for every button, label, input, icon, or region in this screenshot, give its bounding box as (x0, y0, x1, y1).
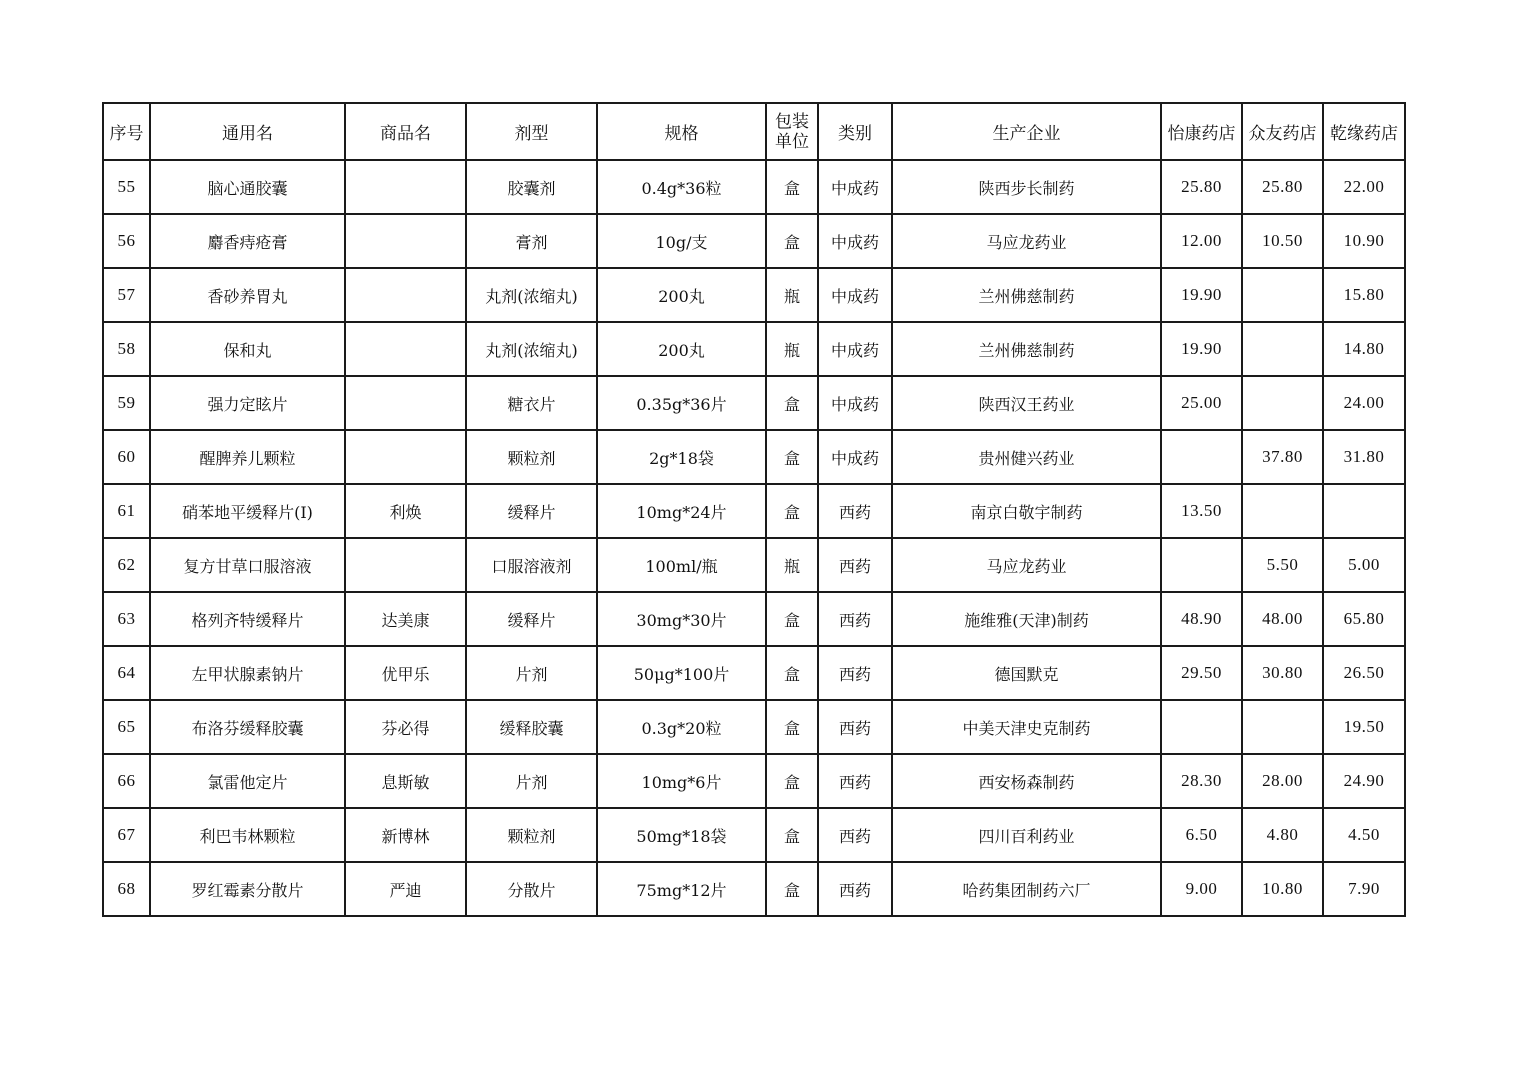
cell-category: 中成药 (818, 430, 892, 484)
cell-price-yikang: 19.90 (1161, 322, 1242, 376)
cell-pack-unit: 瓶 (766, 538, 818, 592)
table-row (103, 214, 1405, 268)
cell-brand-name: 息斯敏 (345, 754, 466, 808)
cell-price-zhongyou: 10.50 (1242, 214, 1323, 268)
cell-price-yikang: 6.50 (1161, 808, 1242, 862)
cell-price-zhongyou: 25.80 (1242, 160, 1323, 214)
cell-spec: 100ml/瓶 (597, 538, 766, 592)
cell-seq: 56 (103, 214, 150, 268)
cell-generic-name: 醒脾养儿颗粒 (150, 430, 345, 484)
cell-generic-name: 强力定眩片 (150, 376, 345, 430)
header-row (103, 103, 1405, 160)
cell-price-zhongyou: 28.00 (1242, 754, 1323, 808)
cell-price-qianyuan: 22.00 (1323, 160, 1405, 214)
cell-category: 中成药 (818, 214, 892, 268)
cell-dosage-form: 片剂 (466, 754, 597, 808)
cell-seq: 55 (103, 160, 150, 214)
table-row (103, 862, 1405, 916)
cell-brand-name: 严迪 (345, 862, 466, 916)
table-row (103, 646, 1405, 700)
header-spec: 规格 (597, 103, 766, 160)
cell-brand-name (345, 160, 466, 214)
cell-manufacturer: 四川百利药业 (892, 808, 1161, 862)
cell-price-zhongyou: 48.00 (1242, 592, 1323, 646)
cell-category: 中成药 (818, 376, 892, 430)
cell-manufacturer: 马应龙药业 (892, 214, 1161, 268)
cell-seq: 65 (103, 700, 150, 754)
cell-pack-unit: 瓶 (766, 268, 818, 322)
cell-category: 中成药 (818, 322, 892, 376)
cell-manufacturer: 西安杨森制药 (892, 754, 1161, 808)
cell-spec: 30mg*30片 (597, 592, 766, 646)
cell-spec: 0.3g*20粒 (597, 700, 766, 754)
cell-price-qianyuan: 19.50 (1323, 700, 1405, 754)
cell-manufacturer: 兰州佛慈制药 (892, 322, 1161, 376)
cell-price-zhongyou (1242, 484, 1323, 538)
cell-seq: 57 (103, 268, 150, 322)
cell-price-yikang (1161, 538, 1242, 592)
table-row (103, 322, 1405, 376)
cell-generic-name: 复方甘草口服溶液 (150, 538, 345, 592)
cell-spec: 200丸 (597, 322, 766, 376)
cell-manufacturer: 陕西步长制药 (892, 160, 1161, 214)
cell-manufacturer: 陕西汉王药业 (892, 376, 1161, 430)
cell-price-zhongyou: 4.80 (1242, 808, 1323, 862)
cell-generic-name: 氯雷他定片 (150, 754, 345, 808)
cell-price-yikang: 12.00 (1161, 214, 1242, 268)
cell-dosage-form: 丸剂(浓缩丸) (466, 322, 597, 376)
cell-manufacturer: 施维雅(天津)制药 (892, 592, 1161, 646)
cell-brand-name: 芬必得 (345, 700, 466, 754)
cell-dosage-form: 片剂 (466, 646, 597, 700)
cell-dosage-form: 缓释胶囊 (466, 700, 597, 754)
table-row (103, 754, 1405, 808)
cell-seq: 58 (103, 322, 150, 376)
cell-spec: 2g*18袋 (597, 430, 766, 484)
header-store-zhongyou: 众友药店 (1242, 103, 1323, 160)
cell-manufacturer: 马应龙药业 (892, 538, 1161, 592)
header-store-yikang: 怡康药店 (1161, 103, 1242, 160)
cell-brand-name (345, 214, 466, 268)
cell-generic-name: 脑心通胶囊 (150, 160, 345, 214)
cell-dosage-form: 胶囊剂 (466, 160, 597, 214)
cell-pack-unit: 盒 (766, 160, 818, 214)
cell-price-yikang: 25.80 (1161, 160, 1242, 214)
cell-spec: 200丸 (597, 268, 766, 322)
cell-manufacturer: 贵州健兴药业 (892, 430, 1161, 484)
cell-category: 西药 (818, 538, 892, 592)
cell-spec: 10mg*24片 (597, 484, 766, 538)
table-row (103, 808, 1405, 862)
cell-price-zhongyou: 30.80 (1242, 646, 1323, 700)
table-row (103, 430, 1405, 484)
cell-pack-unit: 盒 (766, 376, 818, 430)
cell-category: 西药 (818, 484, 892, 538)
cell-dosage-form: 口服溶液剂 (466, 538, 597, 592)
cell-price-zhongyou: 5.50 (1242, 538, 1323, 592)
cell-pack-unit: 盒 (766, 430, 818, 484)
cell-price-zhongyou: 10.80 (1242, 862, 1323, 916)
cell-brand-name: 优甲乐 (345, 646, 466, 700)
cell-price-yikang: 25.00 (1161, 376, 1242, 430)
cell-price-zhongyou (1242, 322, 1323, 376)
header-manufacturer: 生产企业 (892, 103, 1161, 160)
table-row (103, 268, 1405, 322)
cell-brand-name (345, 268, 466, 322)
cell-spec: 50μg*100片 (597, 646, 766, 700)
cell-brand-name (345, 322, 466, 376)
cell-seq: 67 (103, 808, 150, 862)
cell-dosage-form: 膏剂 (466, 214, 597, 268)
cell-spec: 10g/支 (597, 214, 766, 268)
cell-brand-name (345, 538, 466, 592)
table-body (103, 160, 1405, 916)
cell-dosage-form: 丸剂(浓缩丸) (466, 268, 597, 322)
cell-dosage-form: 糖衣片 (466, 376, 597, 430)
cell-dosage-form: 颗粒剂 (466, 430, 597, 484)
table-row (103, 484, 1405, 538)
cell-category: 中成药 (818, 160, 892, 214)
cell-price-yikang (1161, 430, 1242, 484)
cell-category: 西药 (818, 808, 892, 862)
cell-price-qianyuan: 14.80 (1323, 322, 1405, 376)
cell-price-yikang: 19.90 (1161, 268, 1242, 322)
cell-pack-unit: 盒 (766, 646, 818, 700)
cell-price-qianyuan: 31.80 (1323, 430, 1405, 484)
cell-generic-name: 保和丸 (150, 322, 345, 376)
cell-price-qianyuan: 15.80 (1323, 268, 1405, 322)
cell-seq: 66 (103, 754, 150, 808)
table-row (103, 160, 1405, 214)
cell-price-zhongyou: 37.80 (1242, 430, 1323, 484)
cell-manufacturer: 南京白敬宇制药 (892, 484, 1161, 538)
cell-price-yikang: 28.30 (1161, 754, 1242, 808)
cell-category: 西药 (818, 754, 892, 808)
cell-brand-name (345, 430, 466, 484)
table-row (103, 700, 1405, 754)
cell-generic-name: 左甲状腺素钠片 (150, 646, 345, 700)
header-dosage-form: 剂型 (466, 103, 597, 160)
cell-spec: 0.35g*36片 (597, 376, 766, 430)
cell-price-yikang: 29.50 (1161, 646, 1242, 700)
cell-spec: 50mg*18袋 (597, 808, 766, 862)
cell-generic-name: 香砂养胃丸 (150, 268, 345, 322)
header-seq: 序号 (103, 103, 150, 160)
cell-category: 中成药 (818, 268, 892, 322)
cell-category: 西药 (818, 592, 892, 646)
cell-pack-unit: 盒 (766, 808, 818, 862)
cell-price-zhongyou (1242, 268, 1323, 322)
cell-price-qianyuan: 10.90 (1323, 214, 1405, 268)
cell-brand-name: 利焕 (345, 484, 466, 538)
cell-spec: 75mg*12片 (597, 862, 766, 916)
header-brand-name: 商品名 (345, 103, 466, 160)
cell-seq: 62 (103, 538, 150, 592)
cell-price-qianyuan: 26.50 (1323, 646, 1405, 700)
cell-generic-name: 罗红霉素分散片 (150, 862, 345, 916)
cell-generic-name: 利巴韦林颗粒 (150, 808, 345, 862)
cell-generic-name: 布洛芬缓释胶囊 (150, 700, 345, 754)
cell-brand-name: 新博林 (345, 808, 466, 862)
cell-price-zhongyou (1242, 700, 1323, 754)
cell-price-yikang: 13.50 (1161, 484, 1242, 538)
header-store-qianyuan: 乾缘药店 (1323, 103, 1405, 160)
cell-category: 西药 (818, 700, 892, 754)
cell-price-qianyuan: 24.90 (1323, 754, 1405, 808)
cell-price-qianyuan (1323, 484, 1405, 538)
cell-price-qianyuan: 65.80 (1323, 592, 1405, 646)
cell-pack-unit: 盒 (766, 214, 818, 268)
cell-price-qianyuan: 24.00 (1323, 376, 1405, 430)
cell-manufacturer: 中美天津史克制药 (892, 700, 1161, 754)
cell-dosage-form: 缓释片 (466, 592, 597, 646)
cell-category: 西药 (818, 646, 892, 700)
cell-manufacturer: 兰州佛慈制药 (892, 268, 1161, 322)
drug-price-table (102, 102, 1406, 917)
cell-price-qianyuan: 4.50 (1323, 808, 1405, 862)
cell-pack-unit: 盒 (766, 754, 818, 808)
cell-price-zhongyou (1242, 376, 1323, 430)
cell-seq: 60 (103, 430, 150, 484)
header-generic-name: 通用名 (150, 103, 345, 160)
cell-pack-unit: 盒 (766, 700, 818, 754)
cell-price-qianyuan: 5.00 (1323, 538, 1405, 592)
cell-seq: 68 (103, 862, 150, 916)
cell-seq: 63 (103, 592, 150, 646)
cell-manufacturer: 哈药集团制药六厂 (892, 862, 1161, 916)
cell-generic-name: 硝苯地平缓释片(Ⅰ) (150, 484, 345, 538)
cell-price-yikang: 48.90 (1161, 592, 1242, 646)
cell-seq: 59 (103, 376, 150, 430)
cell-dosage-form: 分散片 (466, 862, 597, 916)
cell-spec: 0.4g*36粒 (597, 160, 766, 214)
cell-manufacturer: 德国默克 (892, 646, 1161, 700)
cell-price-qianyuan: 7.90 (1323, 862, 1405, 916)
cell-seq: 61 (103, 484, 150, 538)
table-row (103, 376, 1405, 430)
cell-spec: 10mg*6片 (597, 754, 766, 808)
cell-dosage-form: 颗粒剂 (466, 808, 597, 862)
cell-generic-name: 格列齐特缓释片 (150, 592, 345, 646)
table-row (103, 592, 1405, 646)
cell-pack-unit: 盒 (766, 484, 818, 538)
header-pack-unit: 包装单位 (766, 103, 818, 160)
cell-pack-unit: 盒 (766, 592, 818, 646)
cell-price-yikang: 9.00 (1161, 862, 1242, 916)
cell-pack-unit: 瓶 (766, 322, 818, 376)
cell-generic-name: 麝香痔疮膏 (150, 214, 345, 268)
cell-brand-name: 达美康 (345, 592, 466, 646)
header-category: 类别 (818, 103, 892, 160)
cell-seq: 64 (103, 646, 150, 700)
cell-category: 西药 (818, 862, 892, 916)
cell-price-yikang (1161, 700, 1242, 754)
cell-dosage-form: 缓释片 (466, 484, 597, 538)
cell-brand-name (345, 376, 466, 430)
cell-pack-unit: 盒 (766, 862, 818, 916)
table-row (103, 538, 1405, 592)
